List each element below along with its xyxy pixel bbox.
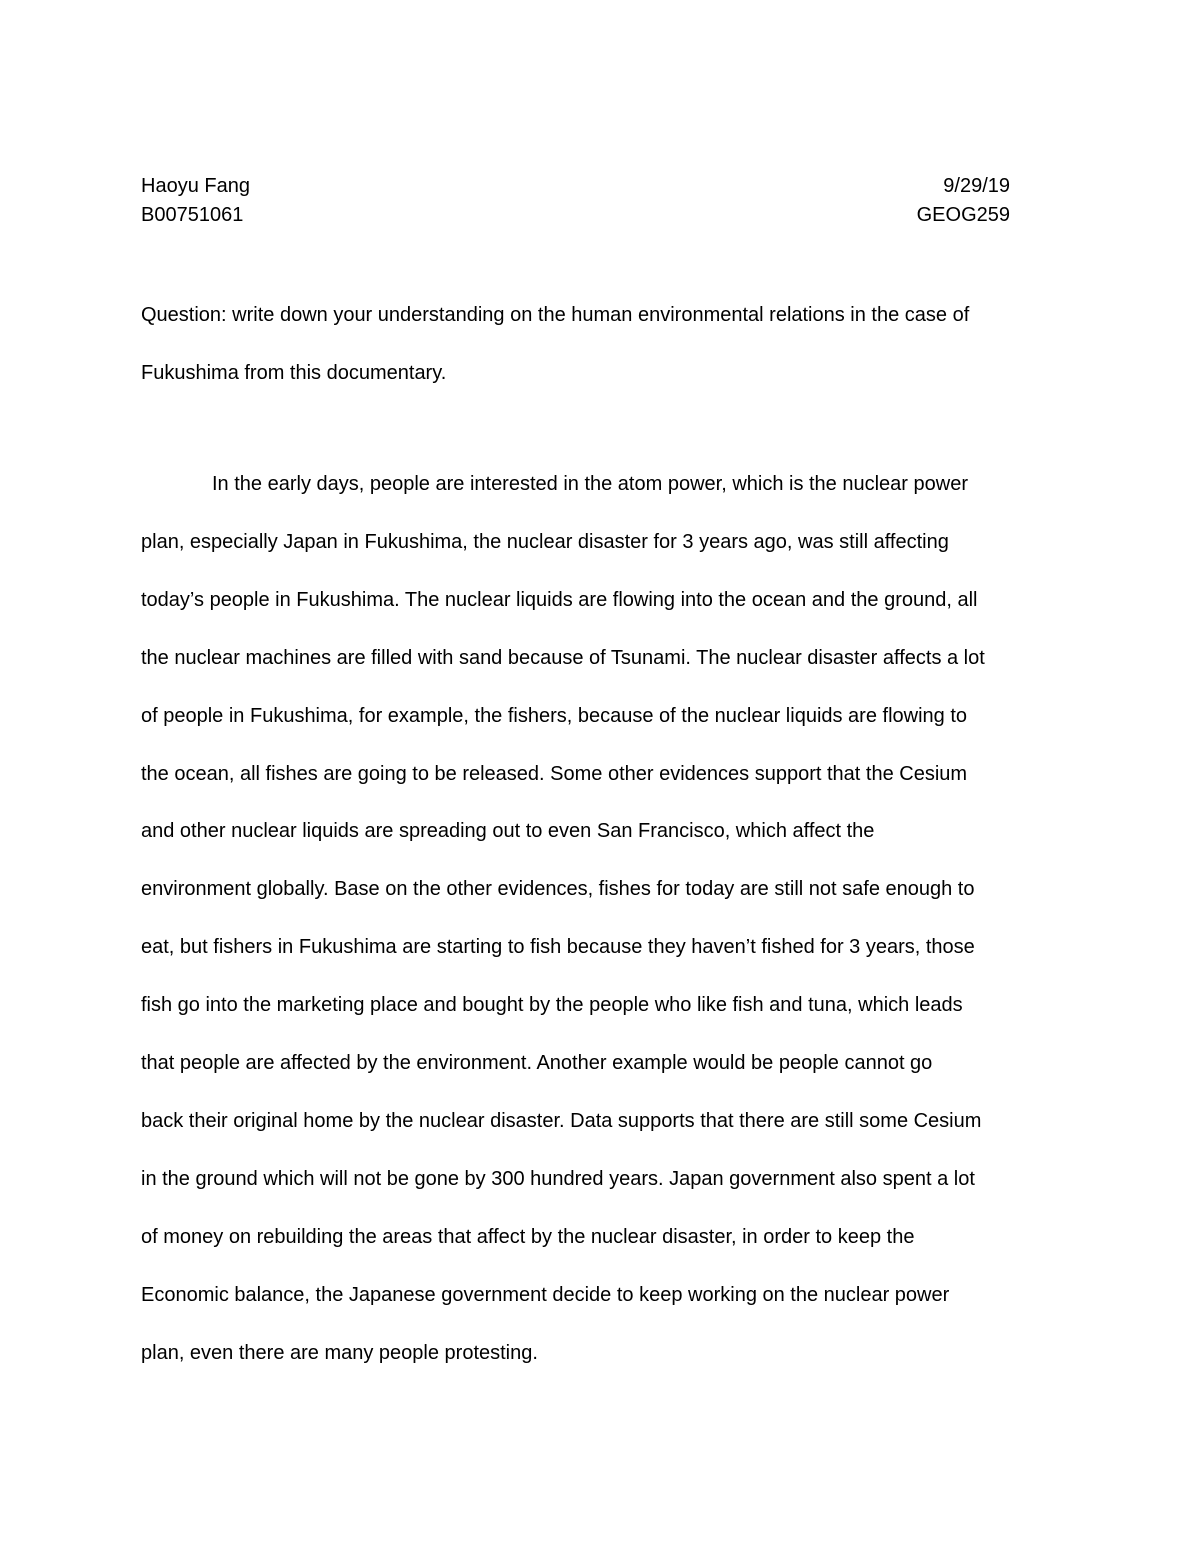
essay-line: of money on rebuilding the areas that affect by the nuclear disaster, in order to keep the	[141, 1225, 915, 1248]
document-date: 9/29/19	[943, 175, 1010, 197]
essay-line: the nuclear machines are filled with sand because of Tsunami. The nuclear disaster affects a lot	[141, 646, 985, 669]
essay-line: fish go into the marketing place and bought by the people who like fish and tuna, which leads	[141, 994, 963, 1017]
essay-line: eat, but fishers in Fukushima are starting to fish because they haven’t fished for 3 years, those	[141, 936, 975, 959]
essay-line: plan, especially Japan in Fukushima, the nuclear disaster for 3 years ago, was still affecting	[141, 530, 949, 553]
author-name: Haoyu Fang	[141, 175, 250, 197]
essay-paragraph	[141, 456, 1061, 1383]
essay-line: today’s people in Fukushima. The nuclear liquids are flowing into the ocean and the ground, all	[141, 588, 978, 611]
question-paragraph	[141, 286, 1061, 402]
essay-line: the ocean, all fishes are going to be released. Some other evidences support that the Cesium	[141, 762, 968, 785]
essay-line: and other nuclear liquids are spreading out to even San Francisco, which affect the	[141, 820, 875, 843]
essay-line: In the early days, people are interested in the atom power, which is the nuclear power	[212, 473, 968, 495]
essay-line: Economic balance, the Japanese government decide to keep working on the nuclear power	[141, 1283, 950, 1306]
essay-line: of people in Fukushima, for example, the fishers, because of the nuclear liquids are flowing to	[141, 704, 968, 727]
essay-line: plan, even there are many people protesting.	[141, 1341, 538, 1364]
question-line: Fukushima from this documentary.	[141, 362, 447, 384]
student-id: B00751061	[141, 204, 244, 226]
question-line: Question: write down your understanding on the human environmental relations in the case of	[141, 304, 970, 326]
essay-line: that people are affected by the environment. Another example would be people cannot go	[141, 1052, 933, 1075]
essay-line: environment globally. Base on the other evidences, fishes for today are still not safe enough to	[141, 878, 975, 901]
course-code: GEOG259	[916, 204, 1010, 226]
essay-line: in the ground which will not be gone by 300 hundred years. Japan government also spent a lot	[141, 1167, 975, 1190]
essay-line: back their original home by the nuclear disaster. Data supports that there are still some Cesium	[141, 1109, 982, 1132]
